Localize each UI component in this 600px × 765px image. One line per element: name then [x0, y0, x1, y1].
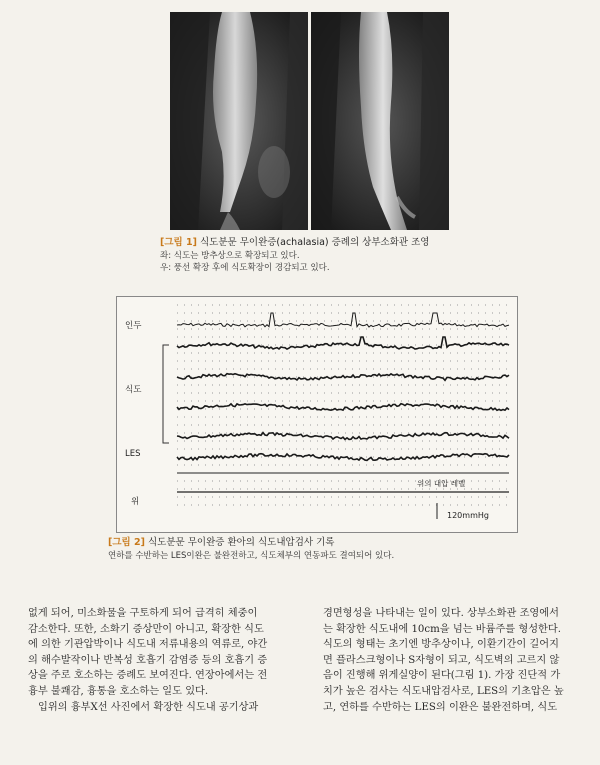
figure-2-note: 연하를 수반하는 LES이완은 불완전하고, 식도체부의 연동파도 결여되어 있다. [108, 551, 395, 561]
body-text-line: 흉부 불쾌감, 흉통을 호소하는 일도 있다. [28, 685, 209, 697]
figure-2-caption [108, 536, 548, 562]
figure-1-title: 식도분문 무이완증(achalasia) 증례의 상부소화관 조영 [200, 237, 430, 248]
pressure-tracing [177, 433, 509, 440]
esophagus-bracket [163, 345, 169, 443]
xray-image-before [170, 12, 308, 230]
pressure-tracing [177, 313, 509, 327]
body-text-line: 는 확장한 식도내에 10cm을 넘는 바륨주를 형성한다. [323, 623, 561, 635]
pressure-tracing [177, 454, 509, 461]
body-text-line: 입위의 흉부X선 사진에서 확장한 식도내 공기상과 [38, 701, 259, 713]
grid-dots [177, 305, 507, 505]
figure-1-note-right: 우: 풍선 확장 후에 식도확장이 경감되고 있다. [160, 263, 330, 273]
body-text-line: 감소한다. 또한, 소화기 증상만이 아니고, 확장한 식도 [28, 623, 264, 635]
figure-1-title-line [160, 236, 490, 250]
pressure-tracing [177, 337, 509, 349]
scale-label: 120mmHg [447, 511, 489, 520]
figure-1-note-left: 좌: 식도는 방추상으로 확장되고 있다. [160, 251, 300, 261]
channel-label-stomach: 위 [131, 497, 140, 507]
body-text-line: 고, 연하를 수반하는 LES의 이완은 불완전하며, 식도 [323, 701, 558, 713]
channel-label-esophagus: 식도 [125, 385, 142, 395]
channel-label-les: LES [125, 449, 141, 459]
body-text-line: 의 해수발작이나 반복성 호흡기 감염증 등의 호흡기 증 [28, 654, 268, 666]
body-text-left-column [28, 606, 300, 715]
body-text-line: 음이 진행해 위게실양이 된다(그림 1). 가장 진단적 가 [323, 670, 561, 682]
body-text-line: 없게 되어, 미소화물을 구토하게 되어 급격히 체중이 [28, 608, 258, 619]
gastric-pressure-level-label: 위의 내압 레벨 [417, 479, 466, 488]
figure-1-label: [그림 1] [160, 237, 197, 248]
channel-label-pharynx: 인두 [125, 321, 142, 331]
body-text-line: 치가 높은 검사는 식도내압검사로, LES의 기초압은 높 [323, 685, 564, 697]
figure-1-caption [160, 236, 490, 274]
manometry-tracing [117, 297, 517, 532]
body-text-line: 식도의 형태는 초기엔 방추상이나, 이환기간이 길어지 [323, 639, 559, 651]
body-text-line: 상을 주로 호소하는 증례도 보여진다. 연장아에서는 전 [28, 670, 268, 682]
figure-2-label: [그림 2] [108, 537, 145, 548]
body-text-right-column [323, 606, 598, 715]
body-text-line: 에 의한 기관압박이나 식도내 저류내용의 역류로, 야간 [28, 639, 268, 651]
body-text-line: 경면형성을 나타내는 일이 있다. 상부소화관 조영에서 [323, 608, 559, 619]
figure-2-title-line [108, 536, 548, 550]
manometry-chart [116, 296, 518, 533]
figure-2-title: 식도분문 무이완증 환아의 식도내압검사 기록 [148, 537, 335, 548]
xray-image-after [311, 12, 449, 230]
body-text-line: 면 플라스크형이나 S자형이 되고, 식도벽의 고르지 않 [323, 654, 560, 666]
